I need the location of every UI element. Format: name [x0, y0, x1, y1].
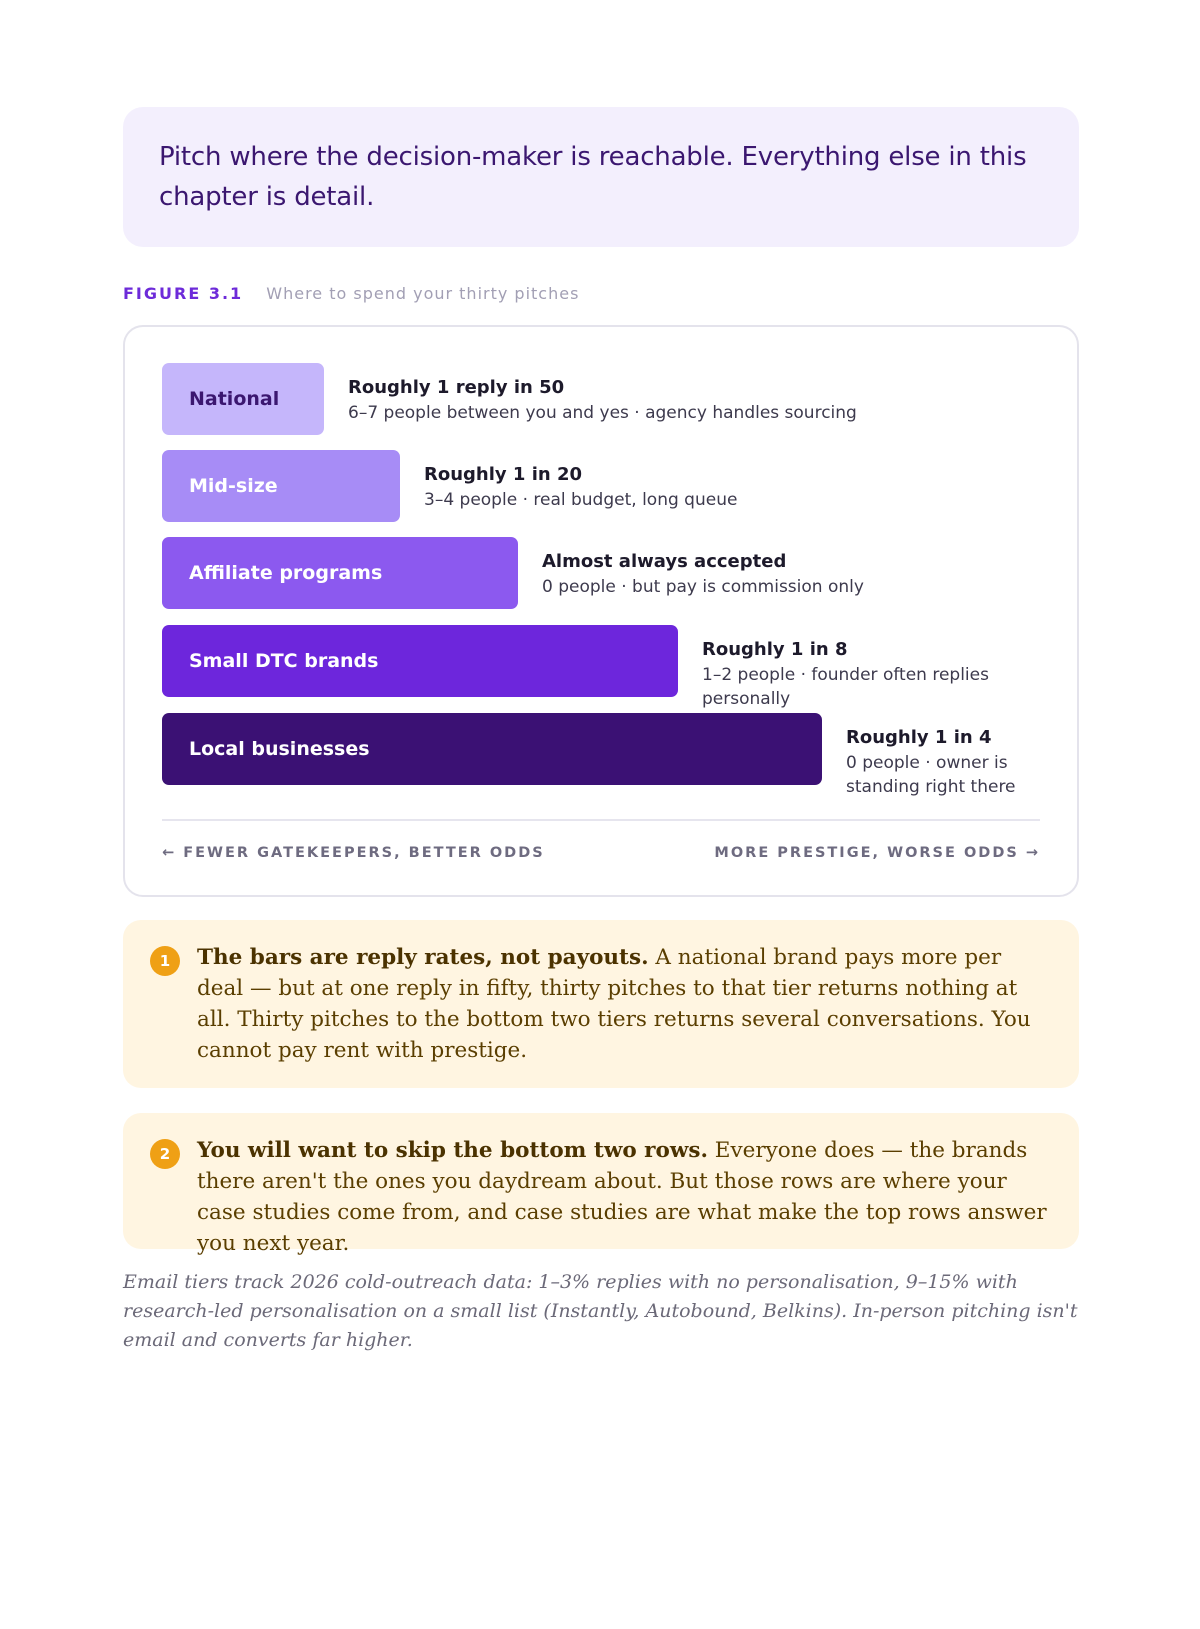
tier-reply-rate: Roughly 1 in 8 — [702, 639, 848, 660]
note-lead: You will want to skip the bottom two rows. — [197, 1138, 708, 1163]
tier-row — [162, 537, 1040, 609]
tier-bar — [162, 713, 822, 785]
note-body: Everyone does — the brands there aren't the ones you daydream about. But those rows are where your case studies come from, and case studies are what make the top rows answer you next year. — [197, 1138, 1047, 1256]
tier-description: 6–7 people between you and yes · agency handles sourcing — [348, 403, 857, 423]
tier-description: 0 people · owner is standing right there — [846, 753, 1016, 797]
axis-label-left: ← FEWER GATEKEEPERS, BETTER ODDS — [162, 845, 545, 861]
note-1 — [123, 920, 1079, 1088]
tier-bar — [162, 450, 400, 522]
note-2 — [123, 1113, 1079, 1256]
tier-annotation — [424, 462, 764, 512]
source-footnote: Email tiers track 2026 cold-outreach data: 1–3% replies with no personalisation, 9–15% with research-led personalisation on a small list (Instantly, Autobound, Belkins). In-person pitching isn't email and converts far higher. — [123, 1271, 1078, 1351]
tier-bar — [162, 537, 518, 609]
tier-annotation — [542, 549, 882, 599]
tier-description: 3–4 people · real budget, long queue — [424, 490, 738, 510]
tier-label: National — [189, 388, 280, 410]
callout-text: Pitch where the decision-maker is reachable. Everything else in this chapter is detail. — [159, 142, 1027, 212]
tier-label: Affiliate programs — [189, 562, 383, 584]
tier-row — [162, 713, 1040, 797]
tier-label: Local businesses — [189, 738, 370, 760]
tier-label: Mid-size — [189, 475, 278, 497]
tier-bar — [162, 625, 678, 697]
figure-title: Where to spend your thirty pitches — [266, 284, 580, 303]
tier-reply-rate: Roughly 1 in 20 — [424, 464, 583, 485]
figure-caption — [123, 284, 579, 303]
note-lead: The bars are reply rates, not payouts. — [197, 945, 649, 970]
axis-line — [162, 819, 1040, 821]
tier-label: Small DTC brands — [189, 650, 379, 672]
note-number-badge: 1 — [150, 946, 180, 976]
note-number-badge: 2 — [150, 1139, 180, 1169]
key-takeaway-callout — [123, 107, 1079, 247]
tier-row — [162, 363, 1040, 435]
tier-row — [162, 450, 1040, 522]
tier-chart — [123, 325, 1079, 897]
tier-annotation — [846, 725, 1026, 799]
tier-description: 1–2 people · founder often replies personally — [702, 665, 989, 709]
axis-label-right: MORE PRESTIGE, WORSE ODDS → — [714, 845, 1040, 861]
tier-row — [162, 625, 1040, 709]
tier-bar — [162, 363, 324, 435]
tier-reply-rate: Roughly 1 in 4 — [846, 727, 992, 748]
tier-description: 0 people · but pay is commission only — [542, 577, 864, 597]
tier-annotation — [702, 637, 1002, 711]
tier-reply-rate: Roughly 1 reply in 50 — [348, 377, 565, 398]
figure-label: FIGURE 3.1 — [123, 284, 244, 303]
note-body: A national brand pays more per deal — but at one reply in fifty, thirty pitches to that tier returns nothing at all. Thirty pitches to the bottom two tiers returns several conversations. You cannot pay rent with prestige. — [197, 945, 1031, 1063]
tier-annotation — [348, 375, 868, 425]
tier-reply-rate: Almost always accepted — [542, 551, 787, 572]
